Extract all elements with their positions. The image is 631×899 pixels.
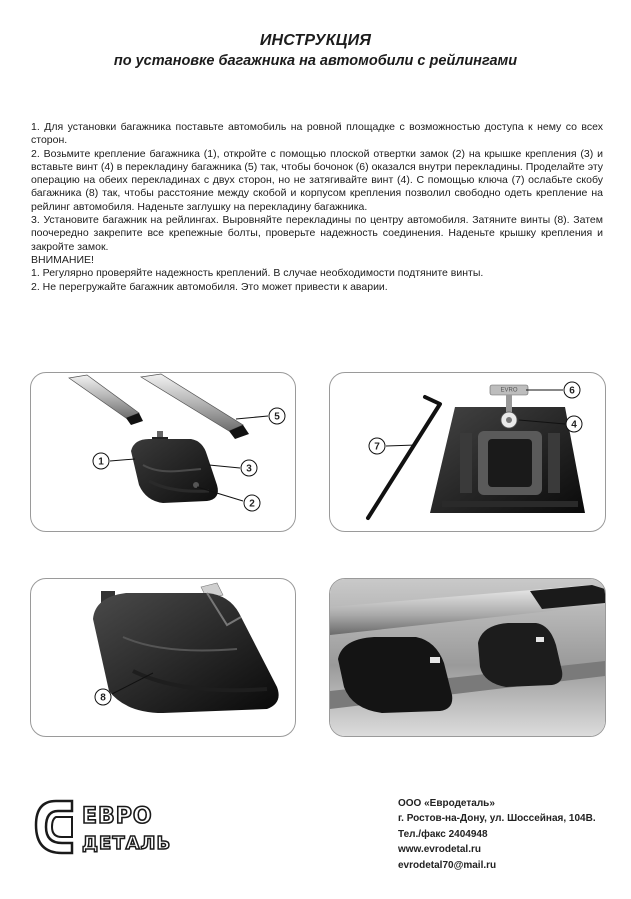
warning-item-1: 1. Регулярно проверяйте надежность креплений. В случае необходимости подтяните винты. [31,267,484,280]
instruction-step-3: 3. Установите багажник на рейлингах. Выровняйте перекладины по центру автомобиля. Затяните винты (8). Затем поочередно закрепите все крепежные болты, проверьте надежность соединения. Наденьте крышку крепления и закройте замок. [31,214,603,253]
logo-line-2: ДЕТАЛЬ [82,833,172,854]
company-website[interactable]: www.evrodetal.ru [398,844,481,856]
hex-key-image [368,397,440,518]
svg-text:7: 7 [374,441,380,453]
svg-text:3: 3 [246,463,252,475]
barrel-brand-mark: EVRO [500,387,518,394]
logo-line-1: ЕВРО [82,804,153,829]
foot-with-bracket-image [93,583,279,713]
instruction-step-1: 1. Для установки багажника поставьте автомобиль на ровной площадке с возможностью доступа к нему со всех сторон. [31,121,603,147]
page-subtitle: по установке багажника на автомобили с рейлингами [113,53,518,69]
crossbar-image [69,374,249,439]
callout-5 [236,408,285,424]
warning-heading: ВНИМАНИЕ! [31,253,94,266]
warning-item-2: 2. Не перегружайте багажник автомобиля. Это может привести к аварии. [31,280,388,293]
installed-rack-photo [330,579,605,736]
company-phone: Тел./факс 2404948 [398,828,488,840]
contact-block [398,796,596,873]
figure-panel-parts [30,372,296,532]
callout-1 [93,453,135,469]
callout-3 [209,460,257,476]
svg-text:4: 4 [571,419,577,431]
page-title: ИНСТРУКЦИЯ [259,32,372,49]
figure-panel-installed [329,578,606,737]
svg-text:6: 6 [569,385,575,397]
company-name: ООО «Евродеталь» [398,798,495,809]
svg-text:2: 2 [249,498,255,510]
figure-panel-bracket [30,578,296,737]
instructions-block [31,121,603,294]
svg-text:5: 5 [274,411,280,423]
figure-panel-bolt [329,372,606,532]
company-email[interactable]: evrodetal70@mail.ru [398,859,497,871]
company-logo [32,797,222,857]
callout-6 [526,382,580,398]
svg-text:1: 1 [98,456,104,468]
svg-text:8: 8 [100,692,106,704]
company-address: г. Ростов-на-Дону, ул. Шоссейная, 104В. [398,813,596,825]
roof-rack-foot-image [131,431,218,503]
instruction-step-2: 2. Возьмите крепление багажника (1), откройте с помощью плоской отвертки замок (2) на крышке крепления (3) и вставьте винт (4) в перекладину багажника (5) так, чтобы бочонок (6) оказался внутри перекладины. Проделайте эту операцию на обеих перекладинах с двух сторон, но не затягивайте винт (4). С помощью ключа (7) ослабьте скобу багажника (8) так, чтобы расстояние между скобой и корпусом крепления позволил свободно одеть крепление на рейлинг автомобиля. Наденьте заглушку на перекладину багажника. [31,147,603,213]
